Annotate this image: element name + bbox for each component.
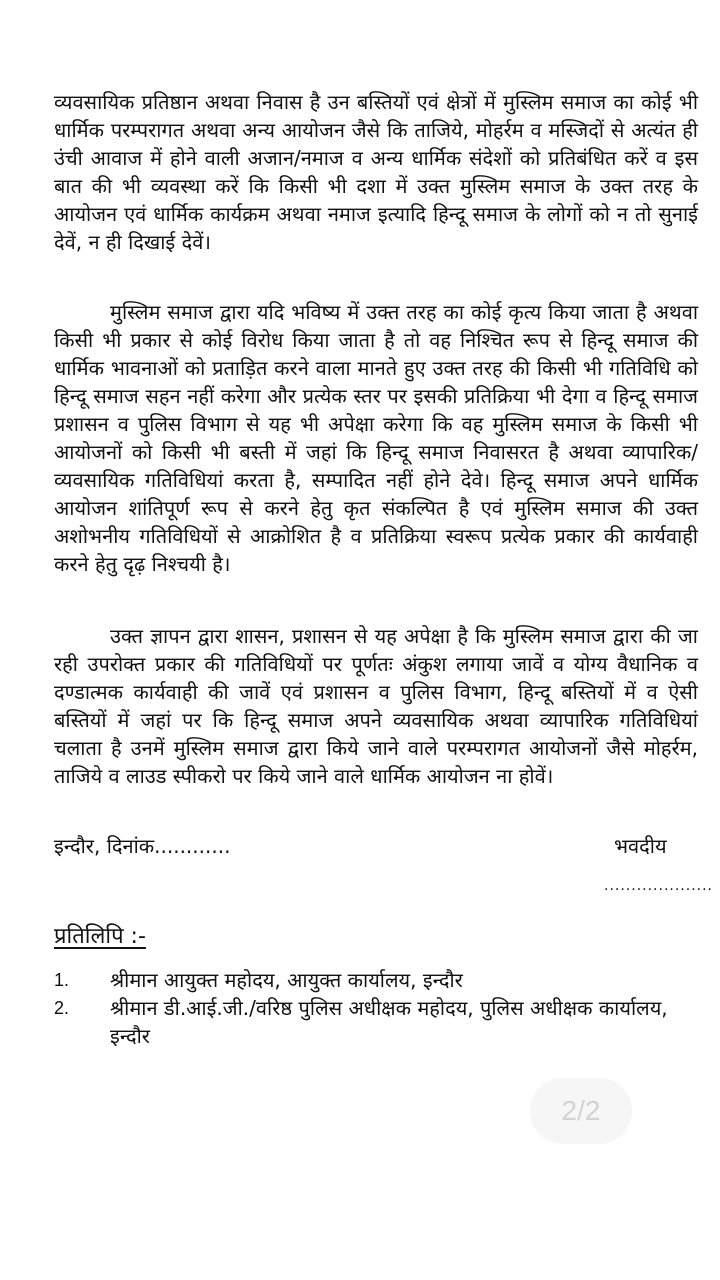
signature-line: .................... <box>604 878 714 894</box>
paragraph-1: व्यवसायिक प्रतिष्ठान अथवा निवास है उन बस्तियों एवं क्षेत्रों में मुस्लिम समाज का कोई भी धार्मिक परम्परागत अथवा अन्य आयोजन जैसे कि ताजिये, मोहर्रम व मस्जिदों से अत्यंत ही उंची आवाज में होने वाली अजान/नमाज व अन्य धार्मिक संदेशों को प्रतिबंधित करें व इस बात की भी व्यवस्था करें कि किसी भी दशा में उक्त मुस्लिम समाज के उक्त तरह के आयोजन एवं धार्मिक कार्यक्रम अथवा नमाज इत्यादि हिन्दू समाज के लोगों को न तो सुनाई देवें, न ही दिखाई देवें। <box>54 90 698 254</box>
cc-item-text: श्रीमान डी.आई.जी./वरिष्ठ पुलिस अधीक्षक महोदय, पुलिस अधीक्षक कार्यालय, इन्दौर <box>110 996 668 1048</box>
closing-salutation: भवदीय <box>614 834 667 858</box>
page-indicator: 2/2 <box>530 1078 632 1144</box>
place-date: इन्दौर, दिनांक............ <box>54 834 231 858</box>
cc-list <box>54 966 698 1050</box>
cc-heading: प्रतिलिपि :- <box>54 924 146 949</box>
cc-item <box>54 994 698 1050</box>
cc-item <box>54 966 698 994</box>
cc-item-number: 2. <box>54 998 70 1018</box>
cc-item-text: श्रीमान आयुक्त महोदय, आयुक्त कार्यालय, इन्दौर <box>110 968 463 992</box>
cc-item-number: 1. <box>54 970 70 990</box>
paragraph-3: उक्त ज्ञापन द्वारा शासन, प्रशासन से यह अपेक्षा है कि मुस्लिम समाज द्वारा की जा रही उपरोक्त प्रकार की गतिविधियों पर पूर्णतः अंकुश लगाया जावें व योग्य वैधानिक व दण्डात्मक कार्यवाही की जावें एवं प्रशासन व पुलिस विभाग, हिन्दू बस्तियों में व ऐसी बस्तियों में जहां पर कि हिन्दू समाज अपने व्यवसायिक अथवा व्यापारिक गतिविधियां चलाता है उनमें मुस्लिम समाज द्वारा किये जाने वाले परम्परागत आयोजनों जैसे मोहर्रम, ताजिये व लाउड स्पीकरो पर किये जाने वाले धार्मिक आयोजन ना होवें। <box>54 624 698 788</box>
paragraph-2: मुस्लिम समाज द्वारा यदि भविष्य में उक्त तरह का कोई कृत्य किया जाता है अथवा किसी भी प्रकार से कोई विरोध किया जाता है तो वह निश्चित रूप से हिन्दू समाज की धार्मिक भावनाओं को प्रताड़ित करने वाला मानते हुए उक्त तरह की किसी भी गतिविधि को हिन्दू समाज सहन नहीं करेगा और प्रत्येक स्तर पर इसकी प्रतिक्रिया भी देगा व हिन्दू समाज प्रशासन व पुलिस विभाग से यह भी अपेक्षा करेगा कि वह मुस्लिम समाज के किसी भी आयोजनों को किसी भी बस्ती में जहां कि हिन्दू समाज निवासरत है अथवा व्यापारिक/व्यवसायिक गतिविधियां करता है, सम्पादित नहीं होने देवे। हिन्दू समाज अपने धार्मिक आयोजन शांतिपूर्ण रूप से करने हेतु कृत संकल्पित है एवं मुस्लिम समाज की उक्त अशोभनीय गतिविधियों से आक्रोशित है व प्रतिक्रिया स्वरूप प्रत्येक प्रकार की कार्यवाही करने हेतु दृढ़ निश्चयी है। <box>54 300 698 576</box>
